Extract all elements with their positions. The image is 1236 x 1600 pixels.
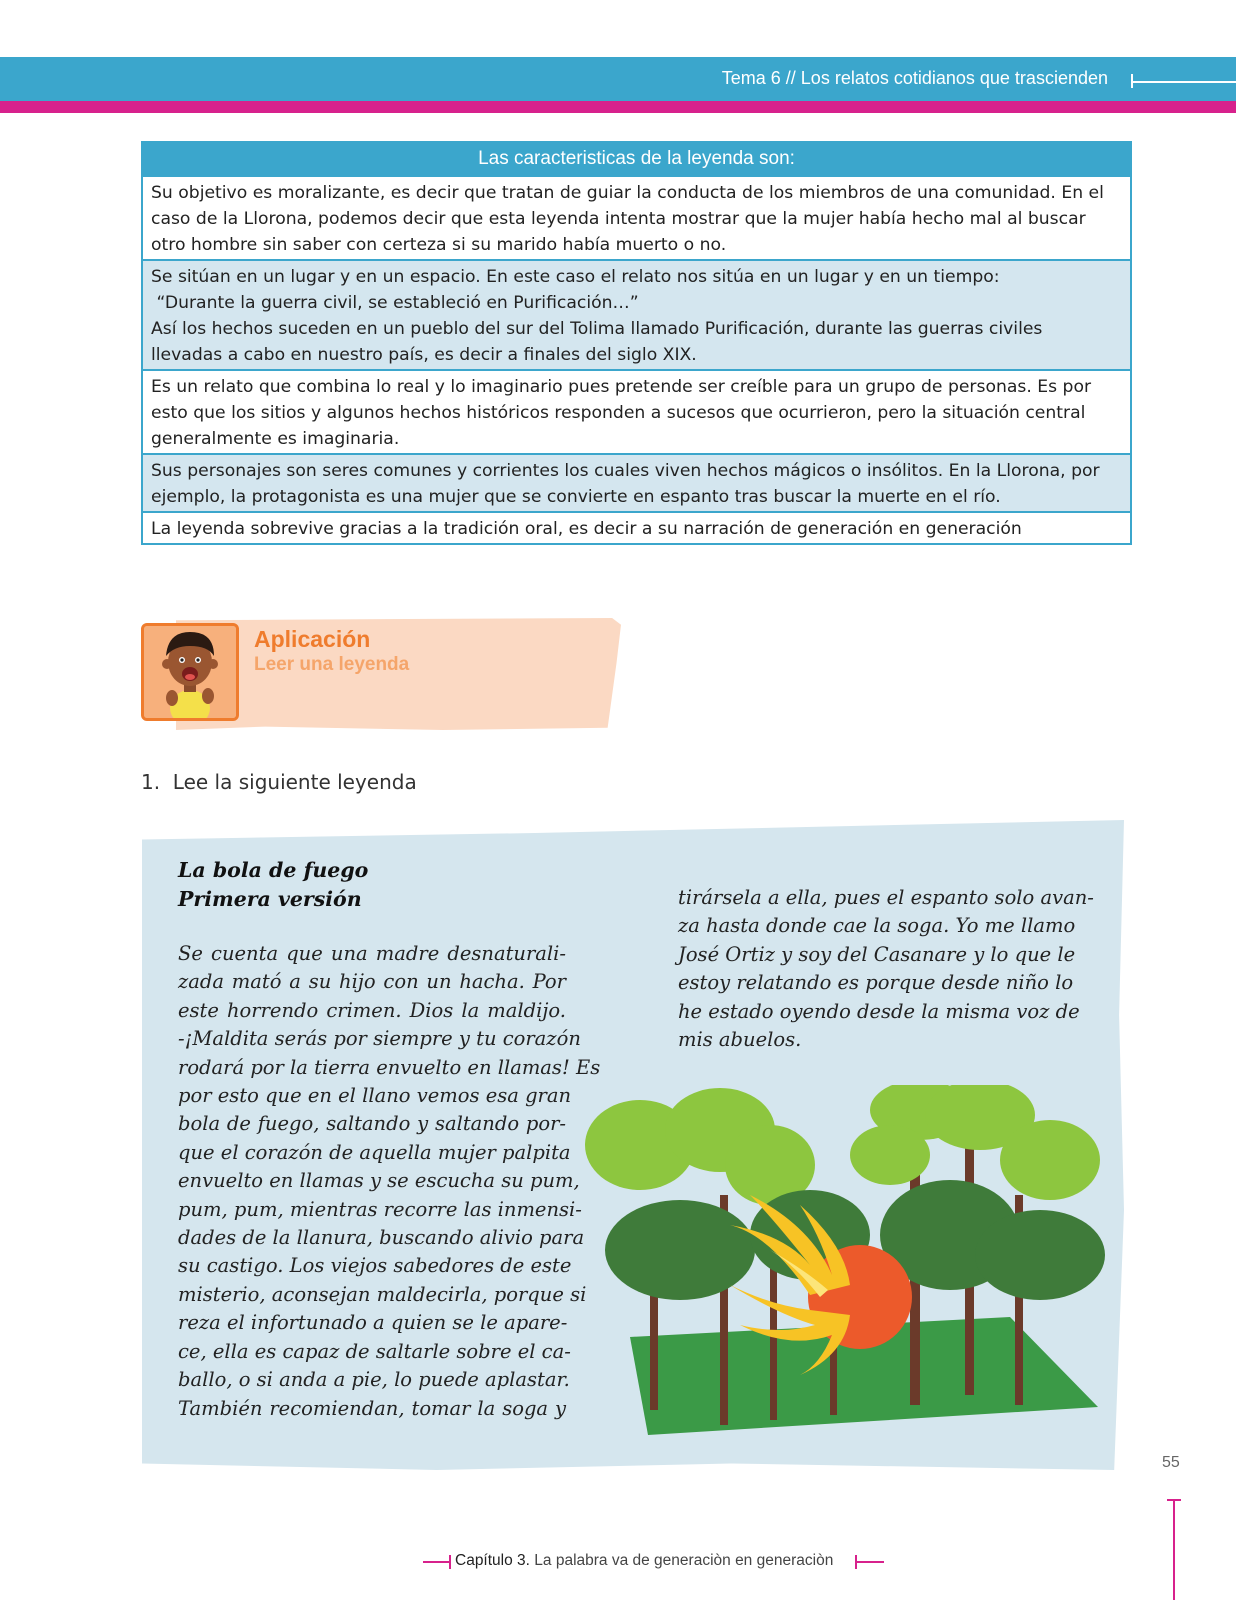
chapter-footer (455, 1552, 833, 1570)
story-line: estoy relatando es porque desde niño lo (678, 971, 1074, 995)
header-stripe (0, 101, 1236, 113)
story-line: este horrendo crimen. Dios la maldijo. (178, 998, 566, 1022)
story-line: mis abuelos. (678, 1028, 802, 1052)
story-heading (178, 856, 368, 913)
story-line: envuelto en llamas y se escucha su pum, (178, 1169, 580, 1193)
row-line: La leyenda sobrevive gracias a la tradición oral, es decir a su narración de generación en generación (151, 519, 1022, 539)
story-line: za hasta donde cae la soga. Yo me llamo (678, 914, 1076, 938)
table-row (143, 453, 1130, 511)
page-rule (1173, 1500, 1175, 1600)
story-line: ballo, o si anda a pie, lo puede aplastar. (178, 1368, 570, 1392)
forest-fireball-illustration (570, 1085, 1120, 1440)
row-line: generalmente es imaginaria. (151, 429, 400, 449)
chapter-label: Capítulo 3. (455, 1552, 530, 1569)
story-line: misterio, aconsejan maldecirla, porque si (178, 1282, 587, 1306)
story-line: pum, pum, mientras recorre las inmensi- (178, 1197, 582, 1221)
story-line: reza el infortunado a quien se le apare- (178, 1311, 568, 1335)
row-line: Sus personajes son seres comunes y corrientes los cuales viven hechos mágicos o insólitos. En la Llorona, por (151, 461, 1100, 481)
row-line: Es un relato que combina lo real y lo imaginario pues pretende ser creíble para un grupo de personas. Es por (151, 377, 1092, 397)
row-line: caso de la Llorona, podemos decir que esta leyenda intenta mostrar que la mujer había hecho mal al buscar (151, 209, 1086, 229)
row-line: ejemplo, la protagonista es una mujer que se convierte en espanto tras buscar la muerte en el río. (151, 487, 1001, 507)
story-column-1 (178, 940, 601, 1423)
application-title: Aplicación (254, 626, 371, 652)
row-line: otro hombre sin saber con certeza si su marido había muerto o no. (151, 235, 727, 255)
application-subtitle: Leer una leyenda (254, 654, 410, 675)
story-subtitle: Primera versión (178, 886, 362, 911)
row-line: esto que los sitios y algunos hechos históricos responden a sucesos que ocurrieron, pero la situación central (151, 403, 1086, 423)
footer-rule-left (423, 1561, 451, 1563)
page-number: 55 (1162, 1454, 1180, 1471)
story-line: su castigo. Los viejos sabedores de este (178, 1254, 572, 1278)
chapter-title: La palabra va de generaciòn en generaciòn (529, 1552, 834, 1569)
story-line: por esto que en el llano vemos esa gran (178, 1084, 572, 1108)
story-line: José Ortiz y soy del Casanare y lo que le (678, 942, 1076, 966)
story-title: La bola de fuego (178, 858, 369, 882)
story-line: ce, ella es capaz de saltarle sobre el ca- (178, 1339, 571, 1363)
story-line: que el corazón de aquella mujer palpita (178, 1140, 571, 1164)
story-line: dades de la llanura, buscando alivio para (178, 1226, 585, 1250)
story-line: tirársela a ella, pues el espanto solo avan- (678, 886, 1094, 909)
story-column-2 (678, 884, 1094, 1054)
table-row (143, 369, 1130, 453)
instruction-text: 1. Lee la siguiente leyenda (141, 770, 417, 794)
story-line: -¡Maldita serás por siempre y tu corazón (178, 1027, 581, 1051)
characteristics-table (141, 141, 1132, 545)
topic-title: Tema 6 // Los relatos cotidianos que trascienden (721, 68, 1108, 88)
row-line: llevadas a cabo en nuestro país, es decir a finales del siglo XIX. (151, 345, 697, 365)
story-line: zada mató a su hijo con un hacha. Por (178, 970, 566, 994)
story-line: he estado oyendo desde la misma voz de (678, 999, 1080, 1023)
child-illustration-icon (144, 626, 236, 718)
footer-rule-left-tick (449, 1555, 451, 1569)
table-heading: Las caracteristicas de la leyenda son: (143, 143, 1130, 175)
story-line: También recomiendan, tomar la soga y (178, 1396, 566, 1420)
footer-rule-right (856, 1561, 884, 1563)
story-line: Se cuenta que una madre desnaturali- (178, 942, 566, 965)
table-row (143, 175, 1130, 259)
header-rule (1132, 81, 1236, 83)
row-line: Así los hechos suceden en un pueblo del sur del Tolima llamado Purificación, durante las guerras civiles (151, 319, 1043, 339)
table-row (143, 511, 1130, 543)
child-avatar (141, 623, 239, 721)
story-line: bola de fuego, saltando y saltando por- (178, 1112, 566, 1136)
story-line: rodará por la tierra envuelto en llamas! Es (178, 1055, 601, 1079)
row-line: Su objetivo es moralizante, es decir que tratan de guiar la conducta de los miembros de una comunidad. En el (151, 183, 1104, 203)
row-line: “Durante la guerra civil, se estableció en Purificación…” (151, 293, 639, 313)
row-line: Se sitúan en un lugar y en un espacio. En este caso el relato nos sitúa en un lugar y en un tiempo: (151, 267, 1000, 287)
table-row (143, 259, 1130, 369)
